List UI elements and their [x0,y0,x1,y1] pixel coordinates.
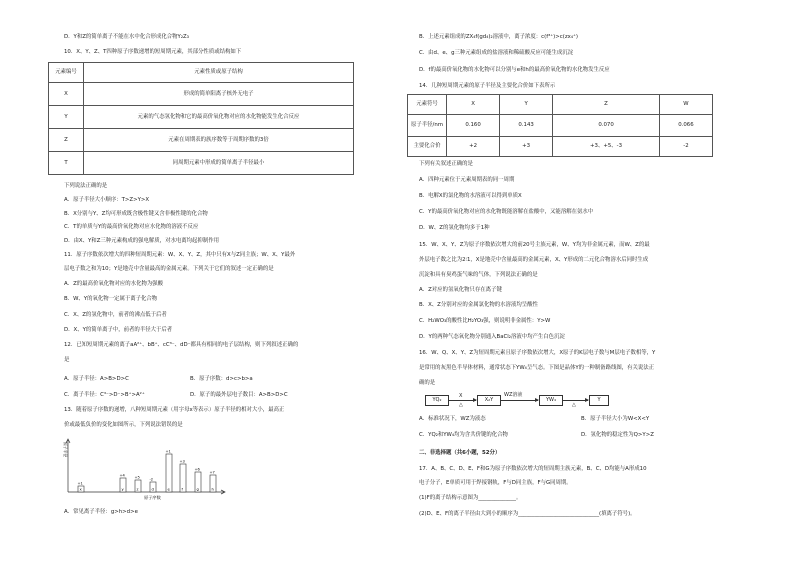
q13-valence-label: +4 [119,473,125,478]
q13-figure [62,436,232,500]
q14-table-cell: -2 [659,137,712,157]
q17-stem: 电子分子，E单质可用于焊接钢轨，F与D同主族，F与G同周期。 [419,480,572,486]
flow-box-x2y: X₂Y [477,395,501,406]
q12-option: C．离子半径：C³⁻>D⁻>B⁺>A²⁺ [64,392,145,398]
q14-table-cell: 主要化合价 [408,137,447,157]
q13-option: D．f的最高价氧化物的水化物可以分别与e和h的最高价氧化物的水化物发生反应 [419,67,610,73]
q13-stem: 价或最低负价的变化如图所示，下列说法错误的是 [64,422,183,428]
q16-option: D．氢化物的稳定性为Q>Y>Z [581,432,654,438]
q11-stem: 11．原子序数依次增大的四种短周期元素：W、X、Y、Z，其中只有X与Z同主族；W、X、Y最外 [64,252,296,258]
q16-option: C．YQ₂和YW₄均为含共价键的化合物 [419,432,508,438]
q12-option: D．原子的最外层电子数目：A>B>D>C [190,392,288,398]
q14-stem: 14．几种短周期元素的原子半径及主要化合价如下表所示 [419,83,556,89]
q14-prompt: 下列有关叙述正确的是 [419,161,473,167]
q14-table-header: 元素符号 [408,95,447,115]
flow-arrow [448,400,476,401]
q12-option: B．原子序数：d>c>b>a [190,376,253,382]
q11-stem: 层电子数之和为10；Y是地壳中含量最高的金属元素。下列关于它们的叙述一定正确的是 [64,266,274,272]
q14-option: A．四种元素位于元素周期表的同一周期 [419,177,515,183]
q14-table-header: W [659,95,712,115]
q13-valence-label: +3 [179,459,185,464]
q14-table [407,94,713,157]
q16-option: A．标准状况下，WZ为液态 [419,416,486,422]
q14-option: B．电解X的氯化物的水溶液可以得到单质X [419,193,522,199]
q10-table-cell: X [49,83,84,106]
flow-box-y: Y [589,395,609,406]
q13-valence-label: +7 [209,470,215,475]
q14-option: C．Y的最高价氧化物对应的水化物既能溶解在盐酸中，又能溶解在氨水中 [419,209,594,215]
q14-table-cell: 0.070 [553,115,660,137]
q13-y-axis-label: 原子半径 [63,442,68,458]
q13-valence-label: +1 [77,481,83,486]
q16-option: B．原子半径大小为W<X<Y [581,416,650,422]
q13-bar-label: e [167,486,170,492]
q10-table-cell: 形成的简单阳离子核外无电子 [84,83,354,106]
flow-arrow-label: △ [459,402,463,408]
q13-option-a: A．常见离子半径：g>h>d>e [64,509,138,515]
q13-option: C．由d、e、g三种元素组成的盐溶液和稀硫酸反应可能生成沉淀 [419,50,574,56]
q16-stem: 确的是 [419,380,436,386]
q13-bar-label: h [211,486,214,492]
q13-x-axis-label: 原子序数 [144,495,161,500]
q10-option: A．原子半径大小顺序：T>Z>Y>X [64,197,150,203]
q14-table-cell: 0.143 [500,115,553,137]
q11-option: B．W、Y的氧化物一定属于离子化合物 [64,296,158,302]
q13-bar-label: d [151,486,154,492]
q13-bar-label: x [79,486,82,492]
q15-stem: 15．W、X、Y、Z为原子序数依次增大的前20号主族元素，W、Y均为非金属元素，而W、Z的最 [419,242,650,248]
q10-table-header: 元素编号 [49,63,84,83]
q10-table-cell: 元素的气态氢化物和它的最高价氧化物对应的水化物能发生化合反应 [84,106,354,129]
q11-option: D．X、Y的简单离子中，前者的半径大于后者 [64,327,173,333]
q10-table-cell: 元素在周期表的族序数等于周期序数的3倍 [84,129,354,152]
q16-stem: 16．W、Q、X、Y、Z为短周期元素且原子序数依次增大，X原子的K层电子数与M层电子数相等，Y [419,350,656,356]
q16-stem: 是常用的灰黑色半导体材料，通常状态下YW₄呈气态。下图是晶体Y的一种制备路线图，有关说法正 [419,365,655,371]
q10-stem: 10．X、Y、Z、T四种原子序数递增的短周期元素，其部分性质或结构如下 [64,49,242,55]
q14-table-cell: 0.160 [447,115,500,137]
q15-option: D．Y的两种气态氧化物分别通入BaCl₂溶液中均产生白色沉淀 [419,334,565,340]
q10-table-cell: Y [49,106,84,129]
q12-option: A．原子半径：A>B>D>C [64,376,129,382]
flow-box-yw4: YW₄ [539,395,563,406]
q13-bars [78,450,217,493]
q11-option: C．X、Z的氢化物中，前者的沸点低于后者 [64,312,167,318]
q9-option-d: D．Y和Z的简单离子不能在水中化合形成化合物Y₂Z₃ [64,34,189,40]
q14-table-header: Y [500,95,553,115]
q14-table-header: Z [553,95,660,115]
q15-stem: 沉淀和具有臭鸡蛋气味的气体，下列说法正确的是 [419,272,538,278]
q10-prompt: 下列说法正确的是 [64,183,108,189]
q13-bar-label: y [121,486,124,492]
q14-table-cell: 原子半径/nm [408,115,447,137]
q13-bar-label: z [136,486,139,492]
q11-option: A．Z的最高价氧化物对应的水化物为强酸 [64,281,164,287]
q10-table-header: 元素性质或原子结构 [84,63,354,83]
q12-stem: 12．已知短周期元素的离子aA²⁺、bB⁺、cC³⁻、dD⁻都具有相同的电子层结构，则下列叙述正确的 [64,342,299,348]
q14-table-cell: +3、+5、-3 [553,137,660,157]
flow-arrow [562,400,588,401]
q10-table-cell: T [49,152,84,175]
q17-stem: 17．A、B、C、D、E、F和G为原子序数依次增大的短周期主族元素，B、C、D均能与A形成10 [419,466,647,472]
q13-option: B．上述元素组成的ZX₄f(gd₄)₂溶液中，离子浓度：c(f³⁺)>c(zx₄⁺) [419,34,578,40]
q15-option: C．H₂WO₃的酸性比H₂YO₃强，则说明非金属性：Y>W [419,318,551,324]
q14-table-cell: 0.066 [659,115,712,137]
flow-arrow [500,400,538,401]
q10-option: C．T的单质与Y的最高价氧化物对应水化物的溶液不反应 [64,224,199,230]
q13-stem: 13．随着原子序数的递增，八种短周期元素（用字母x等表示）原子半径的相对大小，最高正 [64,407,285,413]
flow-arrow-label: △ [572,402,576,408]
q14-table-cell: +2 [447,137,500,157]
q13-valence-label: +5 [134,475,140,480]
flow-arrow-label: WZ溶液 [504,392,523,398]
q13-bar-label: f [181,486,183,492]
q12-stem: 是 [64,357,70,363]
q10-table-cell: Z [49,129,84,152]
q17-part-2: (2)D、E、F的离子半径由大到小的顺序为______________________________(填离子符号)。 [419,511,636,517]
q14-option: D．W、Z的氢化物均多于1种 [419,225,490,231]
q10-option: B．X分别与Y、Z均可形成既含极性键又含非极性键的化合物 [64,211,208,217]
q10-option: D．由X、Y和Z三种元素构成的强电解质，对水电离均起抑制作用 [64,238,219,244]
q13-bar-label: g [196,486,199,492]
q14-table-cell: +3 [500,137,553,157]
q13-valence-label: -2 [149,477,154,482]
q13-valence-label: +1 [165,449,171,454]
q15-option: B．X、Z分别对应的金属氯化物的水溶液均呈酸性 [419,302,538,308]
section-two-title: 二、非选择题（共6小题，52分） [419,450,501,456]
q13-valence-label: +6 [194,467,200,472]
q14-table-header: X [447,95,500,115]
flow-arrow-label: X [459,393,463,399]
q17-part-1: (1)F的离子结构示意图为______________。 [419,495,522,501]
q10-table-cell: 同周期元素中形成的简单离子半径最小 [84,152,354,175]
q15-option: A．Z对应的氢氧化物只存在离子键 [419,287,502,293]
q10-table [48,62,354,175]
q15-stem: 外层电子数之比为2∶1，X是地壳中含量最高的金属元素，X、Y形成的二元化合物溶水后同时生成 [419,257,649,263]
flow-box-yq2: YQ₂ [425,395,449,406]
